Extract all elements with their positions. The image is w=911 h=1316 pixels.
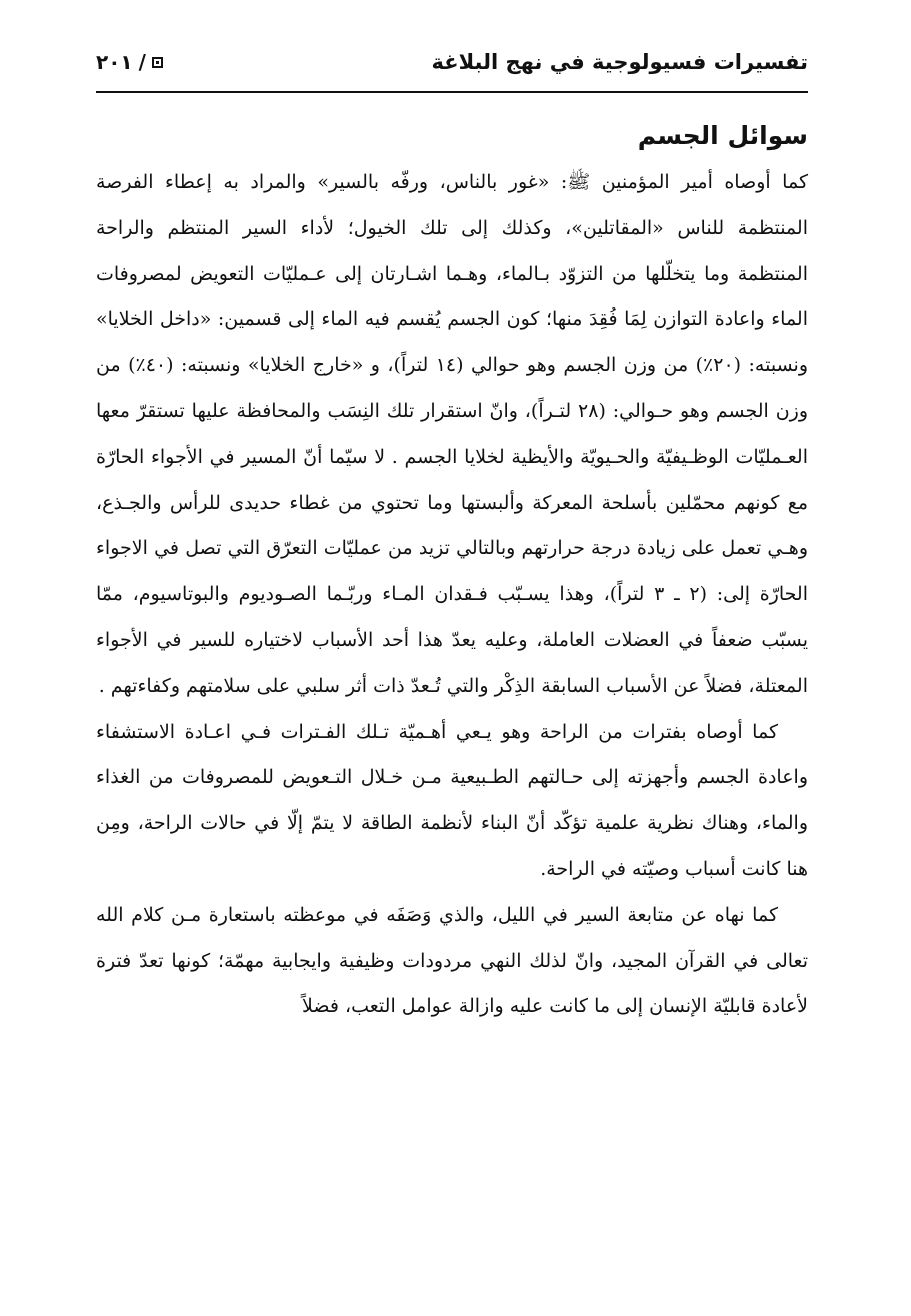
paragraph-1: كما أوصاه أمير المؤمنين ﷺ: «غور بالناس، ورفّه بالسير» والمراد به إعطاء الفرصة المنتظمة للناس «المقاتلين»، وكذلك إلى تلك الخيول؛ لأداء السير المنتظم والراحة المنتظمة وما يتخلّلها من التزوّد بـالماء، وهـما اشـارتان إلى عـمليّات التعويض لمصروفات الماء واعادة التوازن لِمَا فُقِدَ منها؛ كون الجسم يُقسم فيه الماء إلى قسمين: «داخل الخلايا» ونسبته: (٢٠٪) من وزن الجسم وهو حوالي (١٤ لتراً)، و «خارج الخلايا» ونسبته: (٤٠٪) من وزن الجسم وهو حـوالي: (٢٨ لتـراً)، وانّ استقرار تلك النِسَب والمحافظة عليها تستقرّ معها العـمليّات الوظـيفيّة والحـيويّة والأيظية لخلايا الجسم . لا سيّما أنّ المسير في الأجواء الحارّة مع كونهم محمّلين بأسلحة المعركة وألبستها وما تحتوي من غطاء حديدى للرأس والجـذع، وهـي تعمل على زيادة درجة حرارتهم وبالتالي تزيد من عمليّات التعرّق التي تصل في الاجواء الحارّة إلى: (٢ ـ ٣ لتراً)، وهذا يسـبّب فـقدان المـاء وربّـما الصـوديوم والبوتاسيوم، ممّا يسبّب ضعفاً في العضلات العاملة، وعليه يعدّ هذا أحد الأسباب لاختياره للسير في الأجواء المعتلة، فضلاً عن الأسباب السابقة الذِكْر والتي تُـعدّ ذات أثر سلبي على سلامتهم وكفاءتهم . [96,171,809,697]
paragraph-2: كما أوصاه بفترات من الراحة وهو يـعي أهـميّة تـلك الفـترات فـي اعـادة الاستشفاء واعادة الجسم وأجهزته إلى حـالتهم الطـبيعية مـن خـلال التـعويض للمصروفات من الغذاء والماء، وهناك نظرية علمية تؤكّد أنّ البناء لأنظمة الطاقة لا يتمّ إلّا في حالات الراحة، ومِن هنا كانت أسباب وصيّته في الراحة. [96,720,808,880]
paragraph-3: كما نهاه عن متابعة السير في الليل، والذي وَصَفَه في موعظته باستعارة مـن كلام الله تعالى في القرآن المجيد، وانّ لذلك النهي مردودات وظيفية وايجابية مهمّة؛ كونها تعدّ فترة لأعادة قابليّة الإنسان إلى ما كانت عليه وازالة عوامل التعب، فضلاً [96,903,808,1018]
folio-separator: / [138,50,146,74]
running-header [96,46,808,86]
running-title: تفسيرات فسيولوجية في نهج البلاغة [431,50,808,74]
page-body [96,116,808,1030]
folio [96,50,163,74]
square-bullet-icon [152,57,163,68]
header-divider [96,91,808,93]
page-number: ٢٠١ [96,50,133,74]
section-heading: سوائل الجسم [637,121,808,150]
